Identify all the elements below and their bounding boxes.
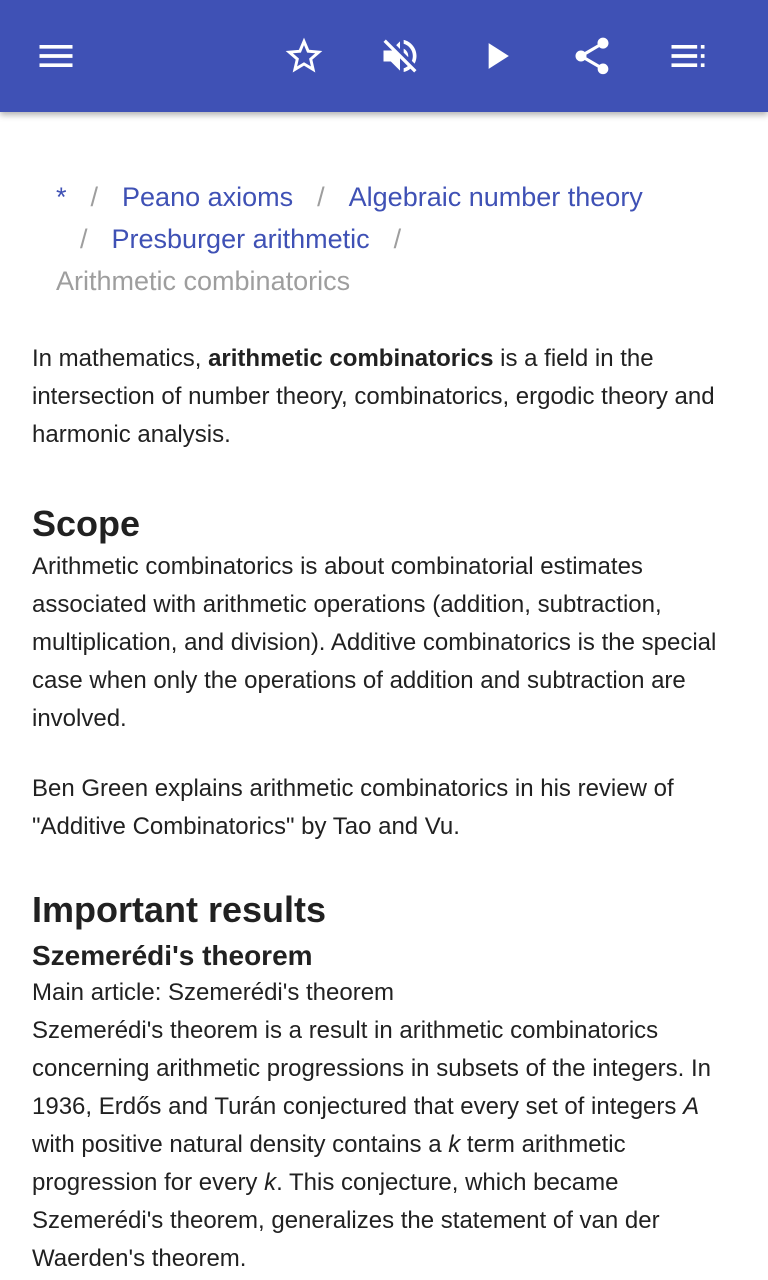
szemeredi-paragraph <box>32 1012 736 1278</box>
bookmark-button[interactable] <box>274 26 334 86</box>
section-heading-results: Important results <box>32 889 327 930</box>
breadcrumb-link-presburger-arithmetic[interactable]: Presburger arithmetic <box>111 224 370 254</box>
app-toolbar <box>0 0 768 112</box>
article-body <box>32 340 736 1278</box>
share-icon <box>570 34 614 78</box>
para-text-2: with positive natural density contains a <box>32 1131 449 1158</box>
intro-term: arithmetic combinatorics <box>208 345 494 372</box>
para-text-4: . This conjecture, which became Szemerédi's theorem, generalizes the statement of van der Waerden's theorem. <box>32 1169 660 1272</box>
math-var-k: k <box>264 1169 277 1196</box>
breadcrumb-separator: / <box>80 224 88 254</box>
play-icon <box>474 34 518 78</box>
breadcrumb-link-peano-axioms[interactable]: Peano axioms <box>122 182 294 212</box>
intro-text-start: In mathematics, <box>32 345 209 372</box>
intro-text-end: is a field in the intersection of number theory, combinatorics, ergodic theory and harmonic analysis. <box>32 345 715 448</box>
menu-icon <box>34 34 78 78</box>
para-text-1: Szemerédi's theorem is a result in arithmetic combinatorics concerning arithmetic progressions in subsets of the integers. In 1936, Erdős and Turán conjectured that every set of integers <box>32 1017 712 1120</box>
play-button[interactable] <box>466 26 526 86</box>
share-button[interactable] <box>562 26 622 86</box>
subsection-heading-szemeredi: Szemerédi's theorem <box>32 940 313 971</box>
para-text-3: term arithmetic progression for every <box>32 1131 626 1196</box>
scope-paragraph-2: Ben Green explains arithmetic combinatorics in his review of "Additive Combinatorics" by Tao and Vu. <box>32 775 674 840</box>
breadcrumb-current: Arithmetic combinatorics <box>56 266 351 296</box>
playlist-icon <box>666 34 710 78</box>
breadcrumb-separator: / <box>317 182 325 212</box>
breadcrumb-link-algebraic-number-theory[interactable]: Algebraic number theory <box>348 182 643 212</box>
mute-button[interactable] <box>370 26 430 86</box>
volume-off-icon <box>378 34 422 78</box>
menu-button[interactable] <box>26 26 86 86</box>
section-heading-scope: Scope <box>32 503 141 544</box>
breadcrumb <box>56 176 736 302</box>
breadcrumb-separator: / <box>90 182 99 212</box>
star-outline-icon <box>282 34 326 78</box>
scope-paragraph-1: Arithmetic combinatorics is about combinatorial estimates associated with arithmetic operations (addition, subtraction, multiplication, and division). Additive combinatorics is the special case when only the operations of addition and subtraction are involved. <box>32 553 717 732</box>
math-var-a: A <box>683 1093 700 1120</box>
breadcrumb-link-root[interactable]: * <box>56 182 67 212</box>
contents-button[interactable] <box>658 26 718 86</box>
breadcrumb-separator: / <box>393 224 402 254</box>
main-article-link[interactable]: Main article: Szemerédi's theorem <box>32 979 395 1006</box>
intro-paragraph <box>32 340 736 454</box>
math-var-k: k <box>448 1131 461 1158</box>
